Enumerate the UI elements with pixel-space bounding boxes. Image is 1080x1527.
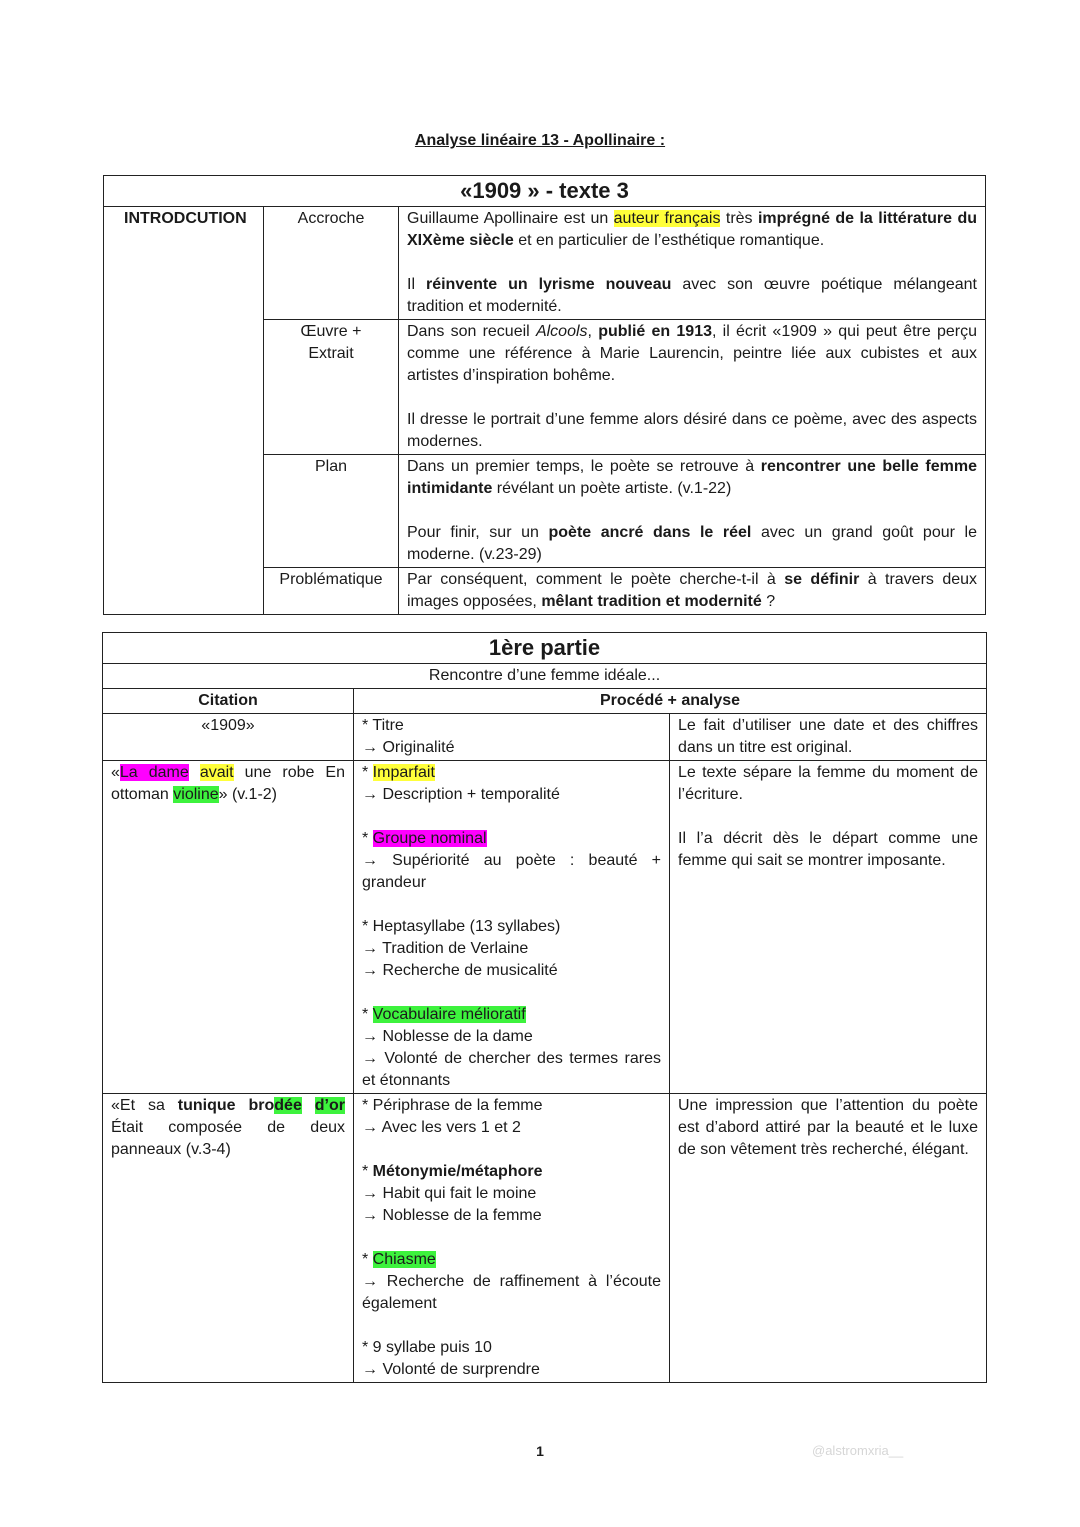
text-span: * bbox=[362, 830, 373, 847]
text-span: Dans un premier temps, le poète se retrouve à bbox=[407, 458, 761, 475]
text-span: → Avec les vers 1 et 2 bbox=[362, 1119, 521, 1136]
row-label: Plan bbox=[264, 455, 399, 568]
text-span: → Noblesse de la femme bbox=[362, 1207, 542, 1224]
highlighted-text: Vocabulaire mélioratif bbox=[372, 1006, 526, 1023]
text-span: une robe En ottoman bbox=[111, 764, 346, 803]
text-span: * 9 syllabe puis 10 bbox=[362, 1339, 492, 1356]
citation-text bbox=[111, 762, 345, 806]
text-span: «Et sa bbox=[111, 1097, 178, 1114]
text-span: Guillaume Apollinaire est un bbox=[407, 210, 614, 227]
text-span: avec un grand goût pour le moderne. (v.23-29) bbox=[407, 524, 977, 563]
row-label: Problématique bbox=[264, 568, 399, 615]
text-span: bro bbox=[248, 1097, 275, 1114]
text-span: tunique bbox=[177, 1097, 236, 1114]
procede-block bbox=[362, 1004, 661, 1092]
text-span: * bbox=[362, 1006, 373, 1023]
procede-line bbox=[362, 715, 661, 737]
section-label: INTRODCUTION bbox=[104, 207, 264, 615]
procede-block bbox=[362, 916, 661, 982]
text-span: → Noblesse de la dame bbox=[362, 1028, 533, 1045]
page-number: 1 bbox=[536, 1443, 544, 1459]
procede-block bbox=[362, 1337, 661, 1381]
analyse-text bbox=[678, 828, 978, 872]
text-span: poète ancré dans le réel bbox=[548, 524, 752, 541]
text-span: * bbox=[362, 1251, 373, 1268]
procede-line bbox=[362, 1117, 661, 1139]
procede-line bbox=[362, 916, 661, 938]
paragraph bbox=[407, 274, 977, 318]
analyse-text bbox=[678, 1095, 978, 1161]
column-header-procede: Procédé + analyse bbox=[354, 689, 987, 714]
procede-line bbox=[362, 784, 661, 806]
text-span: Le texte sépare la femme du moment de l’écriture. bbox=[678, 764, 979, 803]
text-span: * Périphrase de la femme bbox=[362, 1097, 543, 1114]
part1-subtitle: Rencontre d’une femme idéale... bbox=[103, 664, 987, 689]
text-span: * bbox=[362, 764, 373, 781]
text-span: → Habit qui fait le moine bbox=[362, 1185, 537, 1202]
table-row bbox=[103, 714, 987, 761]
text-span: publié en 1913 bbox=[598, 323, 712, 340]
text-span: se définir bbox=[784, 571, 860, 588]
intro-row bbox=[104, 207, 986, 320]
intro-title: «1909 » - texte 3 bbox=[104, 176, 986, 207]
citation-cell bbox=[103, 761, 354, 1094]
procede-line bbox=[362, 938, 661, 960]
text-span: → Volonté de chercher des termes rares et étonnants bbox=[362, 1050, 661, 1089]
text-span: , il écrit «1909 » qui peut être perçu comme une référence à Marie Laurencin, peintre liée aux cubistes et aux artistes d’inspiration bohême. bbox=[407, 323, 977, 384]
procede-line bbox=[362, 737, 661, 759]
text-span: Dans son recueil bbox=[407, 323, 536, 340]
text-span: → Supériorité au poète : beauté + grandeur bbox=[362, 852, 661, 891]
citation-text bbox=[111, 1095, 345, 1161]
paragraph bbox=[407, 409, 977, 453]
text-span: Pour finir, sur un bbox=[407, 524, 549, 541]
row-content bbox=[399, 455, 986, 568]
procede-block bbox=[362, 762, 661, 806]
text-span: , bbox=[587, 323, 599, 340]
citation-text bbox=[111, 715, 345, 737]
table-row bbox=[103, 761, 987, 1094]
analyse-text bbox=[678, 715, 978, 759]
procede-line bbox=[362, 1161, 661, 1183]
procede-line bbox=[362, 1026, 661, 1048]
paragraph bbox=[407, 569, 977, 613]
text-span: «1909» bbox=[201, 717, 255, 734]
text-span: rencontrer une belle femme intimidante bbox=[407, 458, 978, 497]
highlighted-text: La dame bbox=[119, 764, 189, 781]
procede-cell bbox=[354, 761, 670, 1094]
highlighted-text: Imparfait bbox=[372, 764, 435, 781]
text-span: → Recherche de raffinement à l’écoute également bbox=[362, 1273, 661, 1312]
text-span: et en particulier de l’esthétique romantique. bbox=[513, 232, 825, 249]
text-span: très bbox=[720, 210, 758, 227]
analyse-cell bbox=[670, 761, 987, 1094]
text-span: révélant un poète artiste. (v.1-22) bbox=[492, 480, 732, 497]
procede-line bbox=[362, 960, 661, 982]
procede-line bbox=[362, 1359, 661, 1381]
highlighted-text: Chiasme bbox=[372, 1251, 436, 1268]
watermark: @alstromxria__ bbox=[812, 1443, 904, 1458]
text-span: * Heptasyllabe (13 syllabes) bbox=[362, 918, 561, 935]
highlighted-text: dée bbox=[274, 1097, 302, 1114]
document-title: Analyse linéaire 13 - Apollinaire : bbox=[414, 132, 666, 149]
text-span: réinvente un lyrisme nouveau bbox=[425, 276, 672, 293]
text-span: → Tradition de Verlaine bbox=[362, 940, 529, 957]
text-span: Alcools bbox=[535, 323, 588, 340]
procede-block bbox=[362, 1249, 661, 1315]
table-row bbox=[103, 1094, 987, 1383]
procede-block bbox=[362, 828, 661, 894]
citation-cell bbox=[103, 1094, 354, 1383]
paragraph bbox=[407, 321, 977, 387]
procede-block bbox=[362, 1161, 661, 1227]
analyse-cell bbox=[670, 1094, 987, 1383]
row-content bbox=[399, 320, 986, 455]
text-span: → Recherche de musicalité bbox=[362, 962, 558, 979]
text-span: mêlant tradition et modernité bbox=[541, 593, 762, 610]
highlighted-text: Groupe nominal bbox=[372, 830, 487, 847]
highlighted-text: auteur français bbox=[613, 210, 721, 227]
text-span bbox=[189, 764, 200, 781]
procede-line bbox=[362, 1183, 661, 1205]
row-label: Œuvre + Extrait bbox=[264, 320, 399, 455]
procede-line bbox=[362, 1249, 661, 1271]
text-span: * Titre bbox=[362, 717, 404, 734]
text-span: → Description + temporalité bbox=[362, 786, 560, 803]
procede-cell bbox=[354, 1094, 670, 1383]
procede-line bbox=[362, 1095, 661, 1117]
row-content bbox=[399, 568, 986, 615]
procede-block bbox=[362, 715, 661, 759]
procede-cell bbox=[354, 714, 670, 761]
text-span: Métonymie/métaphore bbox=[372, 1163, 543, 1180]
highlighted-text: d’or bbox=[314, 1097, 345, 1114]
part1-table bbox=[102, 632, 987, 1383]
highlighted-text: violine bbox=[173, 786, 219, 803]
text-span: Par conséquent, comment le poète cherche-t-il à bbox=[407, 571, 785, 588]
text-span: imprégné de la littérature du XIXème siècle bbox=[407, 210, 977, 249]
text-span: Était composée de deux panneaux (v.3-4) bbox=[111, 1119, 345, 1158]
highlighted-text: avait bbox=[199, 764, 234, 781]
paragraph bbox=[407, 456, 977, 500]
intro-table bbox=[103, 175, 986, 615]
analyse-cell bbox=[670, 714, 987, 761]
procede-line bbox=[362, 1048, 661, 1092]
text-span: « bbox=[111, 764, 120, 781]
text-span bbox=[236, 1097, 249, 1114]
text-span: → Volonté de surprendre bbox=[362, 1361, 540, 1378]
text-span bbox=[302, 1097, 315, 1114]
procede-line bbox=[362, 1337, 661, 1359]
procede-block bbox=[362, 1095, 661, 1139]
text-span: → Originalité bbox=[362, 739, 455, 756]
paragraph bbox=[407, 208, 977, 252]
text-span: ? bbox=[761, 593, 776, 610]
procede-line bbox=[362, 1271, 661, 1315]
procede-line bbox=[362, 1004, 661, 1026]
analyse-text bbox=[678, 762, 978, 806]
column-header-citation: Citation bbox=[103, 689, 354, 714]
part1-title: 1ère partie bbox=[103, 633, 987, 664]
text-span: Il dresse le portrait d’une femme alors désiré dans ce poème, avec des aspects modernes. bbox=[407, 411, 977, 450]
text-span: Le fait d’utiliser une date et des chiffres dans un titre est original. bbox=[678, 717, 979, 756]
row-label: Accroche bbox=[264, 207, 399, 320]
text-span: » (v.1-2) bbox=[218, 786, 278, 803]
text-span: Il bbox=[407, 276, 426, 293]
text-span: Il l’a décrit dès le départ comme une femme qui sait se montrer imposante. bbox=[678, 830, 979, 869]
paragraph bbox=[407, 522, 977, 566]
text-span: Une impression que l’attention du poète est d’abord attiré par la beauté et le luxe de son vêtement très recherché, élégant. bbox=[678, 1097, 979, 1158]
procede-line bbox=[362, 762, 661, 784]
procede-line bbox=[362, 1205, 661, 1227]
text-span: avec son œuvre poétique mélangeant tradition et modernité. bbox=[407, 276, 977, 315]
text-span: à travers deux images opposées, bbox=[407, 571, 978, 610]
text-span: * bbox=[362, 1163, 373, 1180]
procede-line bbox=[362, 850, 661, 894]
citation-cell bbox=[103, 714, 354, 761]
procede-line bbox=[362, 828, 661, 850]
row-content bbox=[399, 207, 986, 320]
